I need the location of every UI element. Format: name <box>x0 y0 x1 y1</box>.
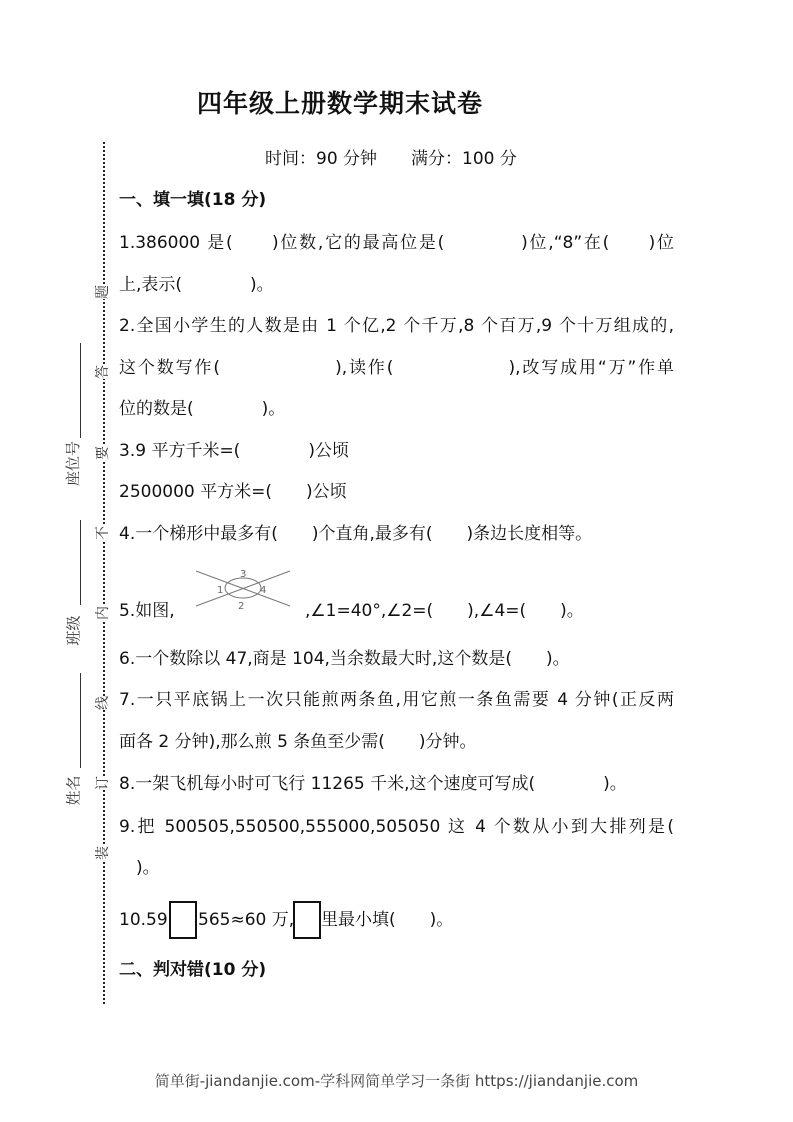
question-line: 这个数写作( ),读作( ),改写成用“万”作单 <box>119 358 674 378</box>
binding-char: 答 <box>92 365 112 379</box>
question-line: 里最小填( )。 <box>321 910 454 930</box>
question-line: 5.如图, <box>119 601 175 621</box>
angle-label-3: 3 <box>240 569 247 580</box>
page-title: 四年级上册数学期末试卷 <box>197 89 484 118</box>
question-line: 面各 2 分钟),那么煎 5 条鱼至少需( )分钟。 <box>119 732 477 752</box>
binding-char: 要 <box>92 446 112 460</box>
binding-char: 题 <box>92 285 112 299</box>
question-line: ,∠1=40°,∠2=( ),∠4=( )。 <box>305 601 584 621</box>
digit-answer-box[interactable] <box>169 901 197 939</box>
question-line: )。 <box>119 858 160 878</box>
digit-answer-box[interactable] <box>293 901 321 939</box>
binding-char: 不 <box>92 526 112 540</box>
binding-dotted-line <box>103 142 105 1004</box>
question-line: 9.把 500505,550500,555000,505050 这 4 个数从小到大排列是( <box>119 817 674 837</box>
binding-char: 装 <box>92 846 112 860</box>
question-line: 位的数是( )。 <box>119 399 286 419</box>
question-line: 8.一架飞机每小时可飞行 11265 千米,这个速度可写成( )。 <box>119 774 627 794</box>
name-label: 姓名 <box>64 775 83 806</box>
question-line: 4.一个梯形中最多有( )个直角,最多有( )条边长度相等。 <box>119 524 593 544</box>
question-line: 565≈60 万, <box>198 910 295 930</box>
question-line: 6.一个数除以 47,商是 104,当余数最大时,这个数是( )。 <box>119 649 570 669</box>
question-line: 10.59 <box>119 910 168 930</box>
binding-char: 线 <box>92 696 112 710</box>
footer-watermark: 简单街-jiandanjie.com-学科网简单学习一条街 https://jiandanjie.com <box>154 1072 639 1090</box>
seat-number-field[interactable] <box>80 343 81 438</box>
seat-number-label: 座位号 <box>64 440 83 487</box>
class-label: 班级 <box>64 615 83 646</box>
question-line: 上,表示( )。 <box>119 275 274 295</box>
binding-char: 内 <box>92 606 112 620</box>
angle-label-1: 1 <box>217 585 224 596</box>
name-field[interactable] <box>80 673 81 768</box>
class-field[interactable] <box>80 520 81 605</box>
question-line: 2.全国小学生的人数是由 1 个亿,2 个千万,8 个百万,9 个十万组成的, <box>119 316 674 336</box>
angle-figure <box>190 566 300 614</box>
section-heading: 一、填一填(18 分) <box>119 190 267 210</box>
question-line: 7.一只平底锅上一次只能煎两条鱼,用它煎一条鱼需要 4 分钟(正反两 <box>119 690 674 710</box>
exam-info: 时间：90 分钟 满分：100 分 <box>265 149 517 169</box>
question-line: 3.9 平方千米=( )公顷 <box>119 441 349 461</box>
angle-label-4: 4 <box>260 585 267 596</box>
question-line: 1.386000 是( )位数,它的最高位是( )位,“8”在( )位 <box>119 233 674 253</box>
question-line: 2500000 平方米=( )公顷 <box>119 482 347 502</box>
angle-label-2: 2 <box>238 601 245 612</box>
binding-char: 订 <box>92 776 112 790</box>
section-heading: 二、判对错(10 分) <box>119 960 267 980</box>
